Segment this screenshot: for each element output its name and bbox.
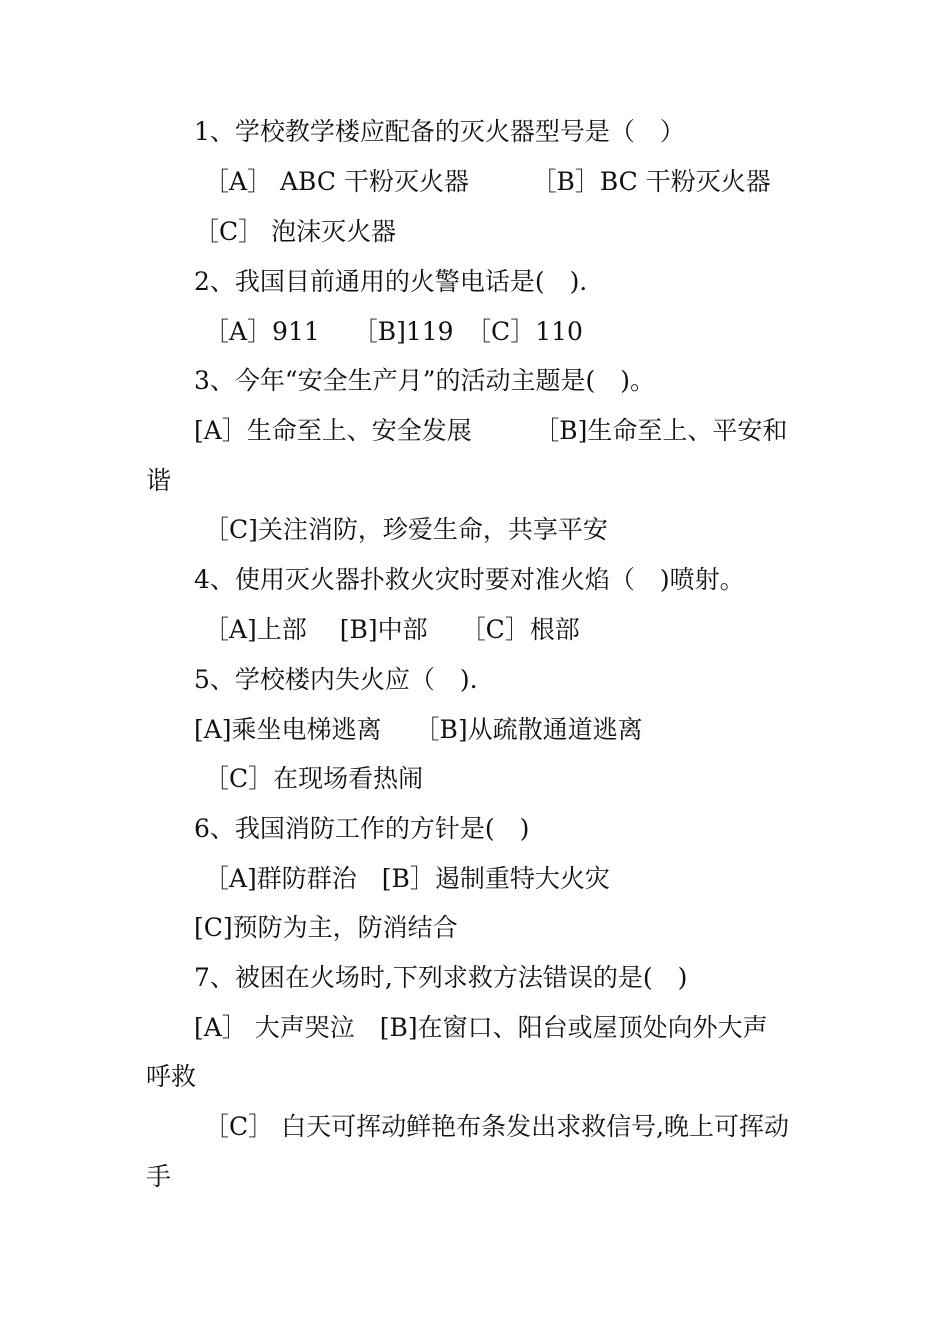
question-5-option-c: ［C］在现场看热闹: [204, 764, 424, 793]
question-7-option-c-wrap: 手: [146, 1162, 172, 1191]
question-7: 7、被困在火场时,下列求救方法错误的是( ): [194, 963, 688, 992]
question-3-options-ab: [A］生命至上、安全发展 ［B]生命至上、平安和: [194, 416, 788, 445]
question-3-options-ab-wrap: 谐: [146, 466, 172, 495]
question-4-options: ［A]上部 [B]中部 ［C］根部: [204, 615, 580, 644]
question-1-options-ab: ［A］ ABC 干粉灭火器 ［B］BC 干粉灭火器: [204, 167, 771, 196]
question-3: 3、今年“安全生产月”的活动主题是( )。: [194, 366, 655, 395]
question-7-option-c: ［C］ 白天可挥动鲜艳布条发出求救信号,晚上可挥动: [204, 1112, 790, 1141]
question-6-options-ab: ［A]群防群治 [B］遏制重特大火灾: [204, 864, 610, 893]
question-2-options: ［A］911 ［B]119 ［C］110: [204, 317, 583, 346]
question-2: 2、我国目前通用的火警电话是( )．: [194, 267, 605, 296]
question-1: 1、学校教学楼应配备的灭火器型号是（ ）: [194, 117, 685, 146]
question-6-option-c: [C]预防为主，防消结合: [194, 913, 458, 942]
question-3-option-c: ［C]关注消防，珍爱生命，共享平安: [204, 515, 608, 544]
question-4: 4、使用灭火器扑救火灾时要对准火焰（ )喷射。: [194, 565, 745, 594]
question-5: 5、学校楼内失火应（ ).: [194, 665, 478, 694]
question-5-options-ab: [A]乘坐电梯逃离 ［B]从疏散通道逃离: [194, 715, 643, 744]
question-7-options-ab-wrap: 呼救: [146, 1062, 197, 1091]
question-7-options-ab: [A］ 大声哭泣 [B]在窗口、阳台或屋顶处向外大声: [194, 1013, 768, 1042]
question-6: 6、我国消防工作的方针是( ): [194, 814, 530, 843]
question-1-option-c: ［C］ 泡沫灭火器: [194, 217, 397, 246]
